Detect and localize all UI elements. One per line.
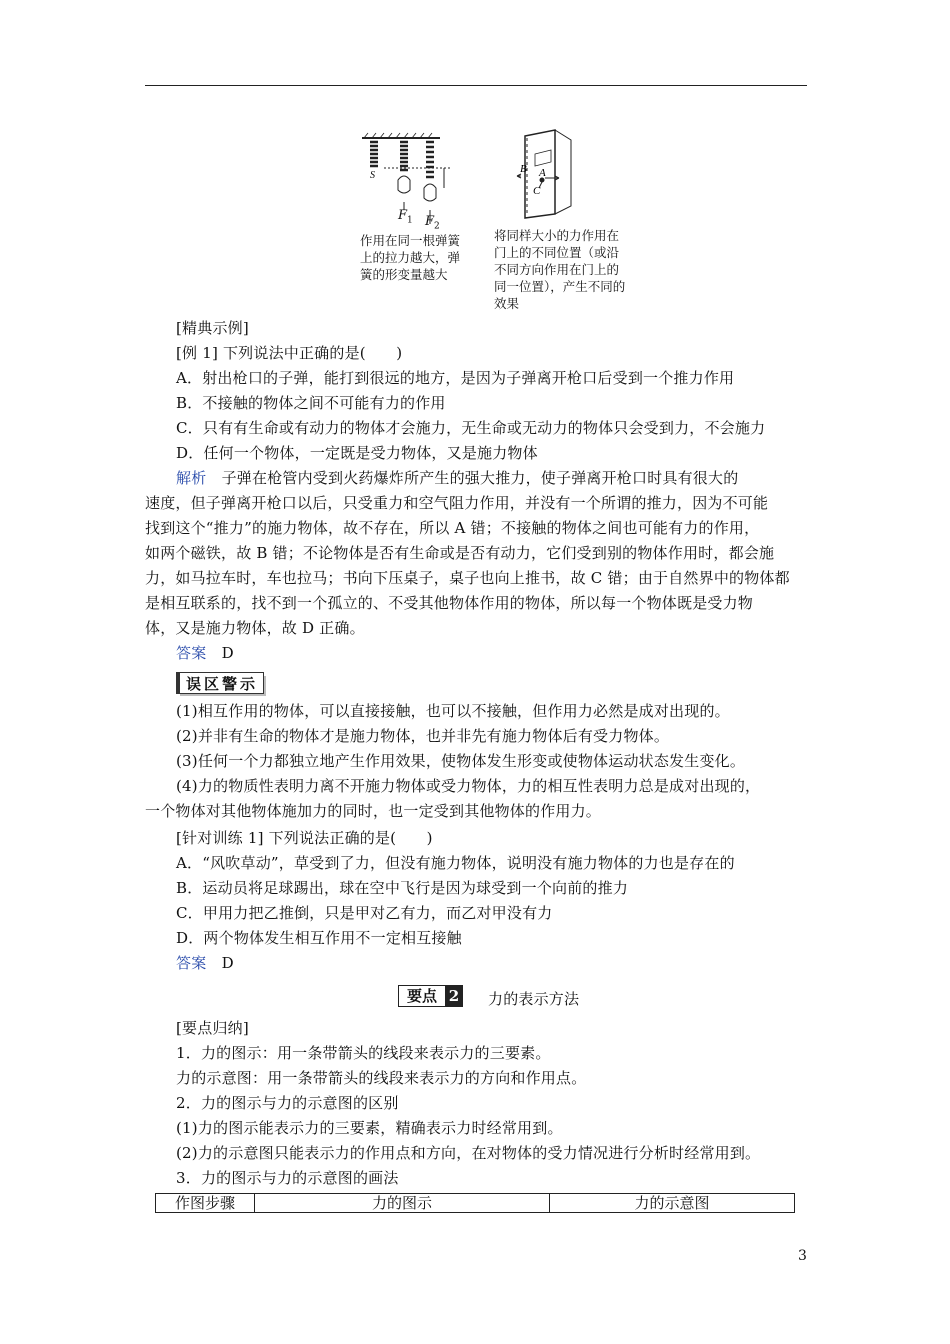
summary-line: 力的示意图：用一条带箭头的线段来表示力的方向和作用点。: [176, 1069, 587, 1087]
label-a: A: [539, 167, 546, 179]
left-caption-3: 簧的形变量越大: [360, 267, 448, 282]
warning-item: (2)并非有生命的物体才是施力物体，也并非先有施力物体后有受力物体。: [176, 727, 670, 745]
answer-label: 答案: [176, 954, 207, 972]
summary-header: [要点归纳]: [176, 1019, 249, 1037]
training-option-b: B．运动员将足球踢出，球在空中飞行是因为球受到一个向前的推力: [176, 879, 629, 897]
warning-item: (1)相互作用的物体，可以直接接触，也可以不接触，但作用力必然是成对出现的。: [176, 702, 730, 720]
label-s: S: [370, 170, 375, 181]
summary-line: (2)力的示意图只能表示力的作用点和方向，在对物体的受力情况进行分析时经常用到。: [176, 1144, 761, 1162]
answer-label: 答案: [176, 644, 207, 662]
analysis-line: 找到这个“推力”的施力物体，故不存在，所以 A 错；不接触的物体之间也可能有力的作用，: [145, 519, 760, 537]
right-caption-5: 效果: [494, 296, 520, 311]
training-answer: 答案 D: [176, 954, 234, 972]
training-option-c: C．甲用力把乙推倒，只是甲对乙有力，而乙对甲没有力: [176, 904, 553, 922]
analysis-label: 解析: [176, 469, 207, 487]
training-option-d: D．两个物体发生相互作用不一定相互接触: [176, 929, 462, 947]
example-header: [精典示例]: [176, 319, 249, 337]
page-number: 3: [798, 1248, 807, 1264]
example-answer: 答案 D: [176, 644, 234, 662]
summary-line: 1．力的图示：用一条带箭头的线段来表示力的三要素。: [176, 1044, 551, 1062]
right-caption-1: 将同样大小的力作用在: [494, 228, 620, 243]
keypoint-label: 要点: [398, 985, 446, 1007]
example-option-b: B．不接触的物体之间不可能有力的作用: [176, 394, 446, 412]
right-caption-4: 同一位置），产生不同的: [494, 279, 626, 294]
label-f2: $F_2$: [425, 214, 440, 232]
warning-badge: [176, 672, 264, 694]
example-question: [例 1] 下列说法中正确的是( ): [176, 344, 403, 362]
warning-item: (4)力的物质性表明力离不开施力物体或受力物体，力的相互性表明力总是成对出现的，: [176, 777, 761, 795]
warning-title: 误区警示: [186, 675, 259, 693]
keypoint-title: 力的表示方法: [488, 990, 580, 1008]
example-option-c: C．只有有生命或有动力的物体才会施力，无生命或无动力的物体只会受到力，不会施力: [176, 419, 766, 437]
header-rule: [145, 85, 807, 86]
label-f1: $F_1$: [398, 208, 413, 226]
door-figure: [515, 128, 600, 220]
analysis-line: 是相互联系的，找不到一个孤立的、不受其他物体作用的物体，所以每一个物体既是受力物: [145, 594, 754, 612]
summary-line: 3．力的图示与力的示意图的画法: [176, 1169, 399, 1187]
label-c: C: [533, 185, 541, 197]
table-header-cell: 作图步骤: [156, 1194, 255, 1213]
label-b: B: [520, 163, 527, 175]
left-caption-2: 上的拉力越大，弹: [360, 250, 461, 265]
analysis-line: 力，如马拉车时，车也拉马；书向下压桌子，桌子也向上推书，故 C 错；由于自然界中的物体都: [145, 569, 790, 587]
summary-line: (1)力的图示能表示力的三要素，精确表示力时经常用到。: [176, 1119, 563, 1137]
analysis-line: 速度，但子弹离开枪口以后，只受重力和空气阻力作用，并没有一个所谓的推力，因为不可能: [145, 494, 769, 512]
right-caption-2: 门上的不同位置（或沿: [494, 245, 620, 260]
table-header-row: [156, 1194, 795, 1213]
right-caption-3: 不同方向作用在门上的: [494, 262, 620, 277]
example-option-a: A．射出枪口的子弹，能打到很远的地方，是因为子弹离开枪口后受到一个推力作用: [176, 369, 735, 387]
analysis-line: 如两个磁铁，故 B 错；不论物体是否有生命或是否有动力，它们受到别的物体作用时，都会施: [145, 544, 775, 562]
training-question: [针对训练 1] 下列说法正确的是( ): [176, 829, 433, 847]
warning-item: 一个物体对其他物体施加力的同时，也一定受到其他物体的作用力。: [145, 802, 602, 820]
keypoint-number: 2: [445, 985, 463, 1007]
training-option-a: A．“风吹草动”，草受到了力，但没有施力物体，说明没有施力物体的力也是存在的: [176, 854, 735, 872]
example-option-d: D．任何一个物体，一定既是受力物体，又是施力物体: [176, 444, 538, 462]
left-caption-1: 作用在同一根弹簧: [360, 233, 461, 248]
table-header-cell: 力的示意图: [550, 1194, 795, 1213]
analysis-first-line: 解析 子弹在枪管内受到火药爆炸所产生的强大推力，使子弹离开枪口时具有很大的: [176, 469, 739, 487]
drawing-table: [155, 1193, 795, 1213]
table-header-cell: 力的图示: [255, 1194, 550, 1213]
analysis-line: 体，又是施力物体，故 D 正确。: [145, 619, 365, 637]
summary-line: 2．力的图示与力的示意图的区别: [176, 1094, 399, 1112]
warning-item: (3)任何一个力都独立地产生作用效果，使物体发生形变或使物体运动状态发生变化。: [176, 752, 746, 770]
